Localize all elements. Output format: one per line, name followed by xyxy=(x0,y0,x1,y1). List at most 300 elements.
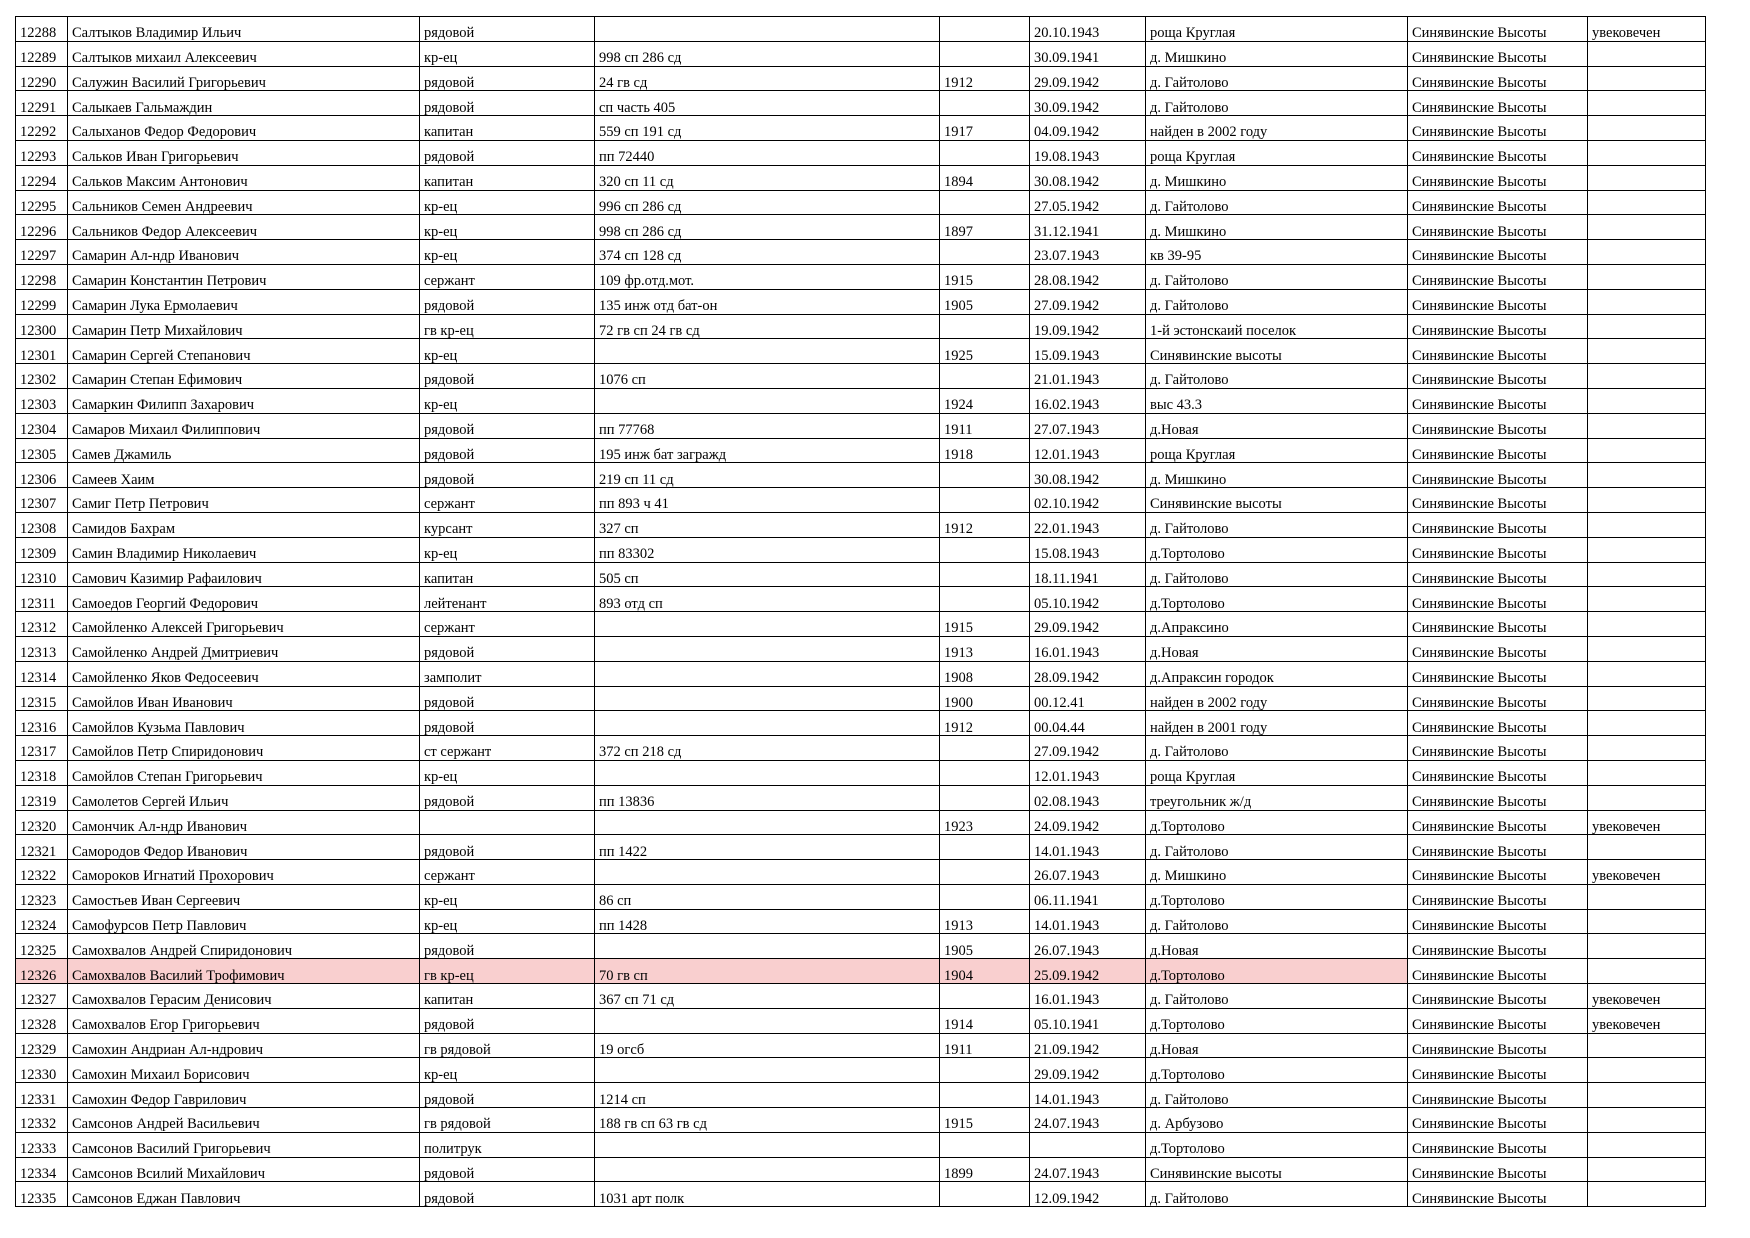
death-date-cell: 27.09.1942 xyxy=(1030,736,1146,761)
full-name-cell: Самсонов Андрей Васильевич xyxy=(68,1108,420,1133)
birth-year-cell xyxy=(940,562,1030,587)
record-number-cell: 12318 xyxy=(16,760,68,785)
place-cell: д. Гайтолово xyxy=(1146,364,1408,389)
burial-site-cell: Синявинские Высоты xyxy=(1408,1157,1588,1182)
place-cell: д. Гайтолово xyxy=(1146,289,1408,314)
place-cell: д. Гайтолово xyxy=(1146,190,1408,215)
burial-site-cell: Синявинские Высоты xyxy=(1408,1132,1588,1157)
unit-cell: 505 сп xyxy=(595,562,940,587)
status-cell: увековечен xyxy=(1588,984,1706,1009)
birth-year-cell: 1923 xyxy=(940,810,1030,835)
rank-cell xyxy=(420,810,595,835)
birth-year-cell: 1905 xyxy=(940,934,1030,959)
burial-site-cell: Синявинские Высоты xyxy=(1408,686,1588,711)
status-cell: увековечен xyxy=(1588,17,1706,42)
birth-year-cell xyxy=(940,587,1030,612)
status-cell: увековечен xyxy=(1588,810,1706,835)
status-cell xyxy=(1588,934,1706,959)
unit-cell: 367 сп 71 сд xyxy=(595,984,940,1009)
death-date-cell: 27.07.1943 xyxy=(1030,413,1146,438)
burial-site-cell: Синявинские Высоты xyxy=(1408,264,1588,289)
unit-cell: 320 сп 11 сд xyxy=(595,165,940,190)
unit-cell: 998 сп 286 сд xyxy=(595,41,940,66)
place-cell: д. Гайтолово xyxy=(1146,1182,1408,1207)
full-name-cell: Самойлов Петр Спиридонович xyxy=(68,736,420,761)
unit-cell xyxy=(595,760,940,785)
place-cell: д.Тортолово xyxy=(1146,587,1408,612)
rank-cell: рядовой xyxy=(420,835,595,860)
table-row xyxy=(16,215,1706,240)
record-number-cell: 12317 xyxy=(16,736,68,761)
burial-site-cell: Синявинские Высоты xyxy=(1408,339,1588,364)
full-name-cell: Самороков Игнатий Прохорович xyxy=(68,860,420,885)
death-date-cell: 30.08.1942 xyxy=(1030,165,1146,190)
birth-year-cell xyxy=(940,760,1030,785)
table-row xyxy=(16,587,1706,612)
burial-site-cell: Синявинские Высоты xyxy=(1408,364,1588,389)
burial-site-cell: Синявинские Высоты xyxy=(1408,1008,1588,1033)
full-name-cell: Самович Казимир Рафаилович xyxy=(68,562,420,587)
place-cell: д.Новая xyxy=(1146,413,1408,438)
death-date-cell: 29.09.1942 xyxy=(1030,1058,1146,1083)
burial-site-cell: Синявинские Высоты xyxy=(1408,488,1588,513)
rank-cell: рядовой xyxy=(420,438,595,463)
record-number-cell: 12307 xyxy=(16,488,68,513)
status-cell xyxy=(1588,1157,1706,1182)
full-name-cell: Самохвалов Андрей Спиридонович xyxy=(68,934,420,959)
status-cell xyxy=(1588,785,1706,810)
death-date-cell: 31.12.1941 xyxy=(1030,215,1146,240)
full-name-cell: Сальников Федор Алексеевич xyxy=(68,215,420,240)
full-name-cell: Самохвалов Герасим Денисович xyxy=(68,984,420,1009)
place-cell: д.Тортолово xyxy=(1146,810,1408,835)
status-cell xyxy=(1588,41,1706,66)
status-cell xyxy=(1588,1132,1706,1157)
burial-site-cell: Синявинские Высоты xyxy=(1408,314,1588,339)
unit-cell xyxy=(595,612,940,637)
rank-cell: кр-ец xyxy=(420,215,595,240)
table-row xyxy=(16,165,1706,190)
record-number-cell: 12313 xyxy=(16,636,68,661)
table-row xyxy=(16,661,1706,686)
burial-site-cell: Синявинские Высоты xyxy=(1408,438,1588,463)
birth-year-cell: 1913 xyxy=(940,909,1030,934)
place-cell: найден в 2002 году xyxy=(1146,686,1408,711)
burial-site-cell: Синявинские Высоты xyxy=(1408,1083,1588,1108)
death-date-cell xyxy=(1030,1132,1146,1157)
record-number-cell: 12316 xyxy=(16,711,68,736)
unit-cell xyxy=(595,860,940,885)
rank-cell: сержант xyxy=(420,860,595,885)
rank-cell: рядовой xyxy=(420,934,595,959)
place-cell: д.Тортолово xyxy=(1146,1058,1408,1083)
rank-cell: сержант xyxy=(420,264,595,289)
full-name-cell: Самолетов Сергей Ильич xyxy=(68,785,420,810)
place-cell: д. Гайтолово xyxy=(1146,1083,1408,1108)
full-name-cell: Самохвалов Егор Григорьевич xyxy=(68,1008,420,1033)
status-cell xyxy=(1588,463,1706,488)
table-row xyxy=(16,736,1706,761)
full-name-cell: Самохин Федор Гаврилович xyxy=(68,1083,420,1108)
death-date-cell: 29.09.1942 xyxy=(1030,612,1146,637)
record-number-cell: 12320 xyxy=(16,810,68,835)
place-cell: д. Мишкино xyxy=(1146,165,1408,190)
unit-cell: 24 гв сд xyxy=(595,66,940,91)
place-cell: д. Мишкино xyxy=(1146,41,1408,66)
full-name-cell: Самарин Сергей Степанович xyxy=(68,339,420,364)
full-name-cell: Самин Владимир Николаевич xyxy=(68,537,420,562)
place-cell: д. Гайтолово xyxy=(1146,909,1408,934)
birth-year-cell xyxy=(940,463,1030,488)
unit-cell: 86 сп xyxy=(595,884,940,909)
unit-cell: 109 фр.отд.мот. xyxy=(595,264,940,289)
unit-cell: 188 гв сп 63 гв сд xyxy=(595,1108,940,1133)
birth-year-cell xyxy=(940,240,1030,265)
rank-cell: рядовой xyxy=(420,91,595,116)
table-row xyxy=(16,264,1706,289)
table-row xyxy=(16,562,1706,587)
burial-site-cell: Синявинские Высоты xyxy=(1408,41,1588,66)
full-name-cell: Салтыков михаил Алексеевич xyxy=(68,41,420,66)
unit-cell xyxy=(595,686,940,711)
table-row xyxy=(16,289,1706,314)
unit-cell xyxy=(595,934,940,959)
birth-year-cell: 1918 xyxy=(940,438,1030,463)
record-number-cell: 12335 xyxy=(16,1182,68,1207)
table-row xyxy=(16,66,1706,91)
record-number-cell: 12308 xyxy=(16,512,68,537)
full-name-cell: Самсонов Василий Григорьевич xyxy=(68,1132,420,1157)
death-date-cell: 12.09.1942 xyxy=(1030,1182,1146,1207)
place-cell: д. Гайтолово xyxy=(1146,835,1408,860)
unit-cell: 195 инж бат загражд xyxy=(595,438,940,463)
rank-cell: рядовой xyxy=(420,711,595,736)
record-number-cell: 12297 xyxy=(16,240,68,265)
birth-year-cell: 1917 xyxy=(940,116,1030,141)
table-row xyxy=(16,959,1706,984)
record-number-cell: 12293 xyxy=(16,140,68,165)
death-date-cell: 21.01.1943 xyxy=(1030,364,1146,389)
death-date-cell: 05.10.1942 xyxy=(1030,587,1146,612)
birth-year-cell: 1905 xyxy=(940,289,1030,314)
unit-cell: 559 сп 191 сд xyxy=(595,116,940,141)
rank-cell: гв рядовой xyxy=(420,1033,595,1058)
status-cell xyxy=(1588,364,1706,389)
record-number-cell: 12295 xyxy=(16,190,68,215)
record-number-cell: 12296 xyxy=(16,215,68,240)
burial-site-cell: Синявинские Высоты xyxy=(1408,165,1588,190)
rank-cell: гв рядовой xyxy=(420,1108,595,1133)
burial-site-cell: Синявинские Высоты xyxy=(1408,711,1588,736)
full-name-cell: Самарин Петр Михайлович xyxy=(68,314,420,339)
record-number-cell: 12327 xyxy=(16,984,68,1009)
birth-year-cell xyxy=(940,314,1030,339)
record-number-cell: 12300 xyxy=(16,314,68,339)
death-date-cell: 25.09.1942 xyxy=(1030,959,1146,984)
rank-cell: рядовой xyxy=(420,413,595,438)
place-cell: д.Тортолово xyxy=(1146,1132,1408,1157)
unit-cell: 374 сп 128 сд xyxy=(595,240,940,265)
burial-site-cell: Синявинские Высоты xyxy=(1408,1058,1588,1083)
death-date-cell: 22.01.1943 xyxy=(1030,512,1146,537)
birth-year-cell xyxy=(940,736,1030,761)
status-cell xyxy=(1588,1182,1706,1207)
table-row xyxy=(16,512,1706,537)
death-date-cell: 15.09.1943 xyxy=(1030,339,1146,364)
table-row xyxy=(16,1058,1706,1083)
unit-cell: пп 1422 xyxy=(595,835,940,860)
rank-cell: лейтенант xyxy=(420,587,595,612)
burial-site-cell: Синявинские Высоты xyxy=(1408,17,1588,42)
full-name-cell: Самойлов Иван Иванович xyxy=(68,686,420,711)
rank-cell: капитан xyxy=(420,165,595,190)
rank-cell: рядовой xyxy=(420,686,595,711)
status-cell xyxy=(1588,512,1706,537)
record-number-cell: 12332 xyxy=(16,1108,68,1133)
table-row xyxy=(16,364,1706,389)
record-number-cell: 12292 xyxy=(16,116,68,141)
full-name-cell: Самарин Степан Ефимович xyxy=(68,364,420,389)
death-date-cell: 30.09.1942 xyxy=(1030,91,1146,116)
birth-year-cell: 1914 xyxy=(940,1008,1030,1033)
unit-cell xyxy=(595,1058,940,1083)
birth-year-cell xyxy=(940,1058,1030,1083)
birth-year-cell xyxy=(940,1182,1030,1207)
record-number-cell: 12315 xyxy=(16,686,68,711)
birth-year-cell: 1904 xyxy=(940,959,1030,984)
burial-site-cell: Синявинские Высоты xyxy=(1408,810,1588,835)
birth-year-cell: 1911 xyxy=(940,413,1030,438)
record-number-cell: 12303 xyxy=(16,388,68,413)
rank-cell: кр-ец xyxy=(420,884,595,909)
table-row xyxy=(16,1108,1706,1133)
status-cell xyxy=(1588,661,1706,686)
place-cell: д. Гайтолово xyxy=(1146,562,1408,587)
record-number-cell: 12325 xyxy=(16,934,68,959)
burial-site-cell: Синявинские Высоты xyxy=(1408,140,1588,165)
full-name-cell: Самаркин Филипп Захарович xyxy=(68,388,420,413)
death-date-cell: 27.05.1942 xyxy=(1030,190,1146,215)
birth-year-cell xyxy=(940,884,1030,909)
place-cell: Синявинские высоты xyxy=(1146,339,1408,364)
unit-cell: 70 гв сп xyxy=(595,959,940,984)
status-cell xyxy=(1588,413,1706,438)
record-number-cell: 12304 xyxy=(16,413,68,438)
death-date-cell: 18.11.1941 xyxy=(1030,562,1146,587)
birth-year-cell: 1912 xyxy=(940,66,1030,91)
table-row xyxy=(16,636,1706,661)
place-cell: д.Тортолово xyxy=(1146,537,1408,562)
burial-site-cell: Синявинские Высоты xyxy=(1408,835,1588,860)
status-cell xyxy=(1588,66,1706,91)
burial-site-cell: Синявинские Высоты xyxy=(1408,190,1588,215)
status-cell xyxy=(1588,1058,1706,1083)
status-cell xyxy=(1588,835,1706,860)
status-cell xyxy=(1588,339,1706,364)
table-row xyxy=(16,537,1706,562)
rank-cell: рядовой xyxy=(420,1083,595,1108)
record-number-cell: 12288 xyxy=(16,17,68,42)
table-row xyxy=(16,1182,1706,1207)
death-date-cell: 24.07.1943 xyxy=(1030,1108,1146,1133)
burial-site-cell: Синявинские Высоты xyxy=(1408,116,1588,141)
full-name-cell: Самойлов Кузьма Павлович xyxy=(68,711,420,736)
unit-cell: 996 сп 286 сд xyxy=(595,190,940,215)
rank-cell: рядовой xyxy=(420,463,595,488)
unit-cell: сп часть 405 xyxy=(595,91,940,116)
record-number-cell: 12333 xyxy=(16,1132,68,1157)
death-date-cell: 00.12.41 xyxy=(1030,686,1146,711)
unit-cell: 1076 сп xyxy=(595,364,940,389)
record-number-cell: 12330 xyxy=(16,1058,68,1083)
rank-cell: кр-ец xyxy=(420,339,595,364)
unit-cell: пп 13836 xyxy=(595,785,940,810)
death-date-cell: 30.09.1941 xyxy=(1030,41,1146,66)
table-row xyxy=(16,488,1706,513)
place-cell: кв 39-95 xyxy=(1146,240,1408,265)
place-cell: треугольник ж/д xyxy=(1146,785,1408,810)
record-number-cell: 12334 xyxy=(16,1157,68,1182)
burial-site-cell: Синявинские Высоты xyxy=(1408,562,1588,587)
death-date-cell: 29.09.1942 xyxy=(1030,66,1146,91)
death-date-cell: 28.08.1942 xyxy=(1030,264,1146,289)
birth-year-cell xyxy=(940,140,1030,165)
record-number-cell: 12312 xyxy=(16,612,68,637)
record-number-cell: 12319 xyxy=(16,785,68,810)
death-date-cell: 16.02.1943 xyxy=(1030,388,1146,413)
place-cell: д. Гайтолово xyxy=(1146,91,1408,116)
full-name-cell: Самохвалов Василий Трофимович xyxy=(68,959,420,984)
burial-site-cell: Синявинские Высоты xyxy=(1408,785,1588,810)
rank-cell: гв кр-ец xyxy=(420,314,595,339)
table-row xyxy=(16,810,1706,835)
full-name-cell: Самородов Федор Иванович xyxy=(68,835,420,860)
burial-site-cell: Синявинские Высоты xyxy=(1408,1033,1588,1058)
record-number-cell: 12323 xyxy=(16,884,68,909)
burial-site-cell: Синявинские Высоты xyxy=(1408,512,1588,537)
place-cell: д.Тортолово xyxy=(1146,959,1408,984)
birth-year-cell xyxy=(940,364,1030,389)
unit-cell: пп 893 ч 41 xyxy=(595,488,940,513)
birth-year-cell xyxy=(940,785,1030,810)
unit-cell xyxy=(595,388,940,413)
unit-cell: 19 огсб xyxy=(595,1033,940,1058)
rank-cell: рядовой xyxy=(420,1157,595,1182)
place-cell: роща Круглая xyxy=(1146,438,1408,463)
unit-cell xyxy=(595,1157,940,1182)
table-row xyxy=(16,711,1706,736)
unit-cell: 998 сп 286 сд xyxy=(595,215,940,240)
place-cell: д. Арбузово xyxy=(1146,1108,1408,1133)
death-date-cell: 19.08.1943 xyxy=(1030,140,1146,165)
rank-cell: кр-ец xyxy=(420,190,595,215)
burial-site-cell: Синявинские Высоты xyxy=(1408,636,1588,661)
table-row xyxy=(16,1083,1706,1108)
records-table xyxy=(15,16,1706,1207)
birth-year-cell: 1911 xyxy=(940,1033,1030,1058)
table-row xyxy=(16,140,1706,165)
table-row xyxy=(16,1033,1706,1058)
full-name-cell: Самойленко Андрей Дмитриевич xyxy=(68,636,420,661)
birth-year-cell xyxy=(940,835,1030,860)
record-number-cell: 12326 xyxy=(16,959,68,984)
table-row xyxy=(16,17,1706,42)
death-date-cell: 14.01.1943 xyxy=(1030,909,1146,934)
death-date-cell: 00.04.44 xyxy=(1030,711,1146,736)
table-row xyxy=(16,860,1706,885)
status-cell xyxy=(1588,562,1706,587)
rank-cell: кр-ец xyxy=(420,388,595,413)
full-name-cell: Самарин Константин Петрович xyxy=(68,264,420,289)
burial-site-cell: Синявинские Высоты xyxy=(1408,388,1588,413)
burial-site-cell: Синявинские Высоты xyxy=(1408,860,1588,885)
death-date-cell: 12.01.1943 xyxy=(1030,438,1146,463)
table-row xyxy=(16,760,1706,785)
full-name-cell: Самойленко Алексей Григорьевич xyxy=(68,612,420,637)
full-name-cell: Сальников Семен Андреевич xyxy=(68,190,420,215)
place-cell: д. Гайтолово xyxy=(1146,512,1408,537)
rank-cell: сержант xyxy=(420,612,595,637)
table-row xyxy=(16,314,1706,339)
table-body xyxy=(16,17,1706,1207)
place-cell: д.Тортолово xyxy=(1146,884,1408,909)
status-cell xyxy=(1588,91,1706,116)
table-row xyxy=(16,91,1706,116)
birth-year-cell: 1915 xyxy=(940,1108,1030,1133)
place-cell: д.Новая xyxy=(1146,636,1408,661)
table-row xyxy=(16,41,1706,66)
unit-cell: 219 сп 11 сд xyxy=(595,463,940,488)
burial-site-cell: Синявинские Высоты xyxy=(1408,934,1588,959)
table-row xyxy=(16,116,1706,141)
table-row xyxy=(16,190,1706,215)
death-date-cell: 24.09.1942 xyxy=(1030,810,1146,835)
rank-cell: замполит xyxy=(420,661,595,686)
birth-year-cell: 1912 xyxy=(940,711,1030,736)
rank-cell: политрук xyxy=(420,1132,595,1157)
burial-site-cell: Синявинские Высоты xyxy=(1408,1182,1588,1207)
unit-cell xyxy=(595,1132,940,1157)
place-cell: выс 43.3 xyxy=(1146,388,1408,413)
record-number-cell: 12289 xyxy=(16,41,68,66)
death-date-cell: 14.01.1943 xyxy=(1030,835,1146,860)
status-cell xyxy=(1588,909,1706,934)
rank-cell: рядовой xyxy=(420,66,595,91)
record-number-cell: 12298 xyxy=(16,264,68,289)
place-cell: роща Круглая xyxy=(1146,140,1408,165)
record-number-cell: 12291 xyxy=(16,91,68,116)
full-name-cell: Самарин Ал-ндр Иванович xyxy=(68,240,420,265)
birth-year-cell xyxy=(940,984,1030,1009)
burial-site-cell: Синявинские Высоты xyxy=(1408,215,1588,240)
record-number-cell: 12329 xyxy=(16,1033,68,1058)
unit-cell xyxy=(595,810,940,835)
place-cell: д.Новая xyxy=(1146,1033,1408,1058)
unit-cell xyxy=(595,661,940,686)
full-name-cell: Сальков Иван Григорьевич xyxy=(68,140,420,165)
full-name-cell: Салужин Василий Григорьевич xyxy=(68,66,420,91)
burial-site-cell: Синявинские Высоты xyxy=(1408,413,1588,438)
status-cell xyxy=(1588,1108,1706,1133)
burial-site-cell: Синявинские Высоты xyxy=(1408,66,1588,91)
table-row xyxy=(16,909,1706,934)
rank-cell: капитан xyxy=(420,984,595,1009)
burial-site-cell: Синявинские Высоты xyxy=(1408,587,1588,612)
burial-site-cell: Синявинские Высоты xyxy=(1408,612,1588,637)
birth-year-cell xyxy=(940,860,1030,885)
rank-cell: капитан xyxy=(420,562,595,587)
unit-cell xyxy=(595,1008,940,1033)
